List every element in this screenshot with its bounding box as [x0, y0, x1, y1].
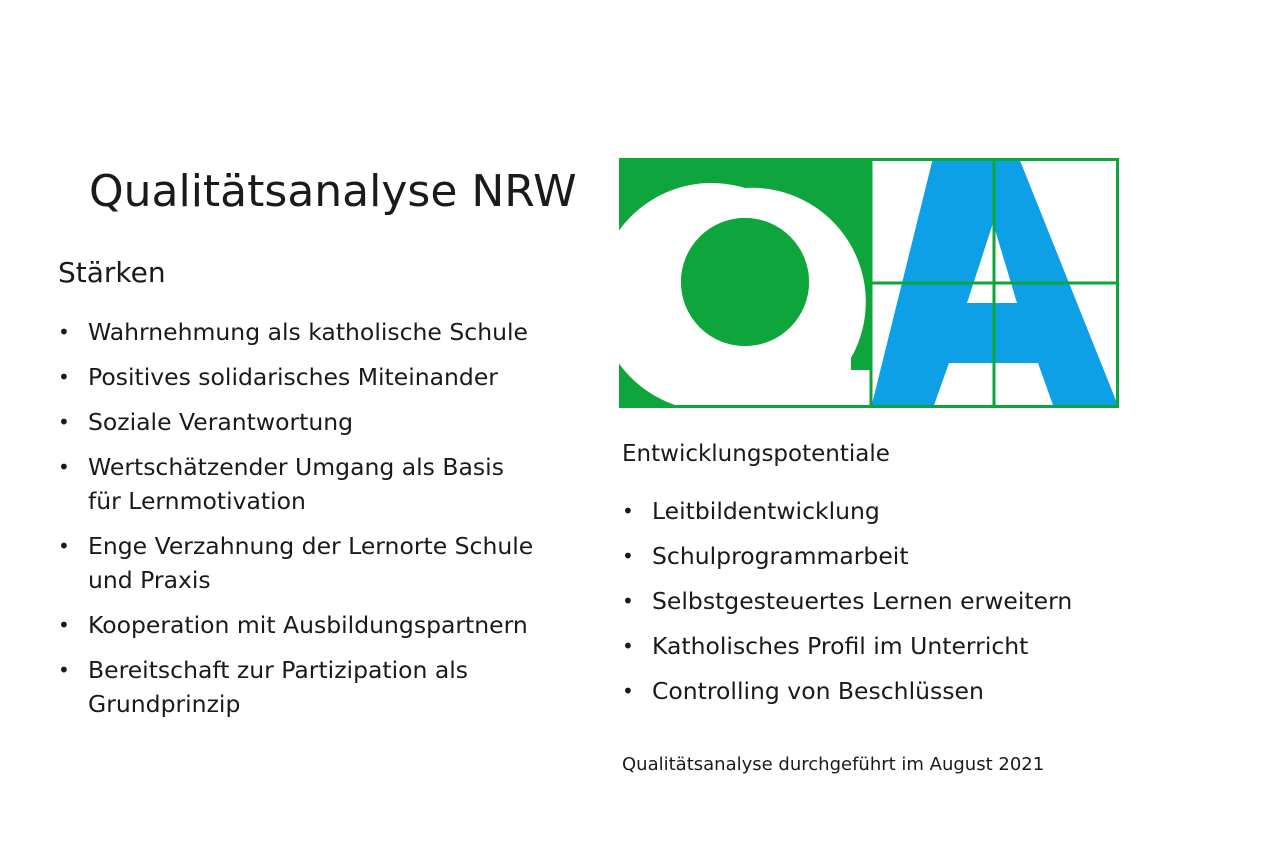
- list-item: [622, 494, 1222, 528]
- q-letter-counter: [681, 218, 809, 346]
- list-item: [58, 405, 578, 439]
- list-item: [58, 653, 578, 721]
- bullet-icon: •: [58, 320, 70, 344]
- list-item: [622, 584, 1222, 618]
- list-item-text-continued: Grundprinzip: [88, 690, 241, 718]
- list-item-text: Wertschätzender Umgang als Basis: [88, 453, 504, 481]
- footnote: Qualitätsanalyse durchgeführt im August 2021: [622, 754, 1045, 775]
- list-item: [58, 450, 578, 518]
- bullet-icon: •: [622, 634, 634, 658]
- list-item-text: Soziale Verantwortung: [88, 408, 354, 436]
- list-item-text: Wahrnehmung als katholische Schule: [88, 318, 528, 346]
- list-item: [58, 608, 578, 642]
- list-item-text: Schulprogrammarbeit: [652, 542, 909, 570]
- potentials-heading: Entwicklungspotentiale: [622, 441, 890, 467]
- qa-logo: [619, 158, 1119, 408]
- potentials-list: [622, 494, 1222, 719]
- list-item: [622, 674, 1222, 708]
- bullet-icon: •: [622, 544, 634, 568]
- bullet-icon: •: [622, 679, 634, 703]
- strengths-heading: Stärken: [58, 256, 166, 289]
- bullet-icon: •: [58, 534, 70, 558]
- page-title: Qualitätsanalyse NRW: [89, 166, 577, 217]
- bullet-icon: •: [58, 613, 70, 637]
- list-item-text: Selbstgesteuertes Lernen erweitern: [652, 587, 1073, 615]
- list-item: [622, 629, 1222, 663]
- list-item: [58, 529, 578, 597]
- list-item: [622, 539, 1222, 573]
- list-item: [58, 315, 578, 349]
- list-item-text: Positives solidarisches Miteinander: [88, 363, 498, 391]
- list-item-text: Controlling von Beschlüssen: [652, 677, 984, 705]
- list-item-text: Enge Verzahnung der Lernorte Schule: [88, 532, 534, 560]
- list-item-text-continued: und Praxis: [88, 566, 211, 594]
- bullet-icon: •: [58, 410, 70, 434]
- bullet-icon: •: [622, 589, 634, 613]
- list-item-text: Leitbildentwicklung: [652, 497, 880, 525]
- bullet-icon: •: [58, 658, 70, 682]
- list-item-text: Kooperation mit Ausbildungspartnern: [88, 611, 528, 639]
- list-item: [58, 360, 578, 394]
- bullet-icon: •: [58, 455, 70, 479]
- strengths-list: [58, 315, 578, 732]
- list-item-text-continued: für Lernmotivation: [88, 487, 306, 515]
- bullet-icon: •: [622, 499, 634, 523]
- list-item-text: Bereitschaft zur Partizipation als: [88, 656, 469, 684]
- list-item-text: Katholisches Profil im Unterricht: [652, 632, 1029, 660]
- bullet-icon: •: [58, 365, 70, 389]
